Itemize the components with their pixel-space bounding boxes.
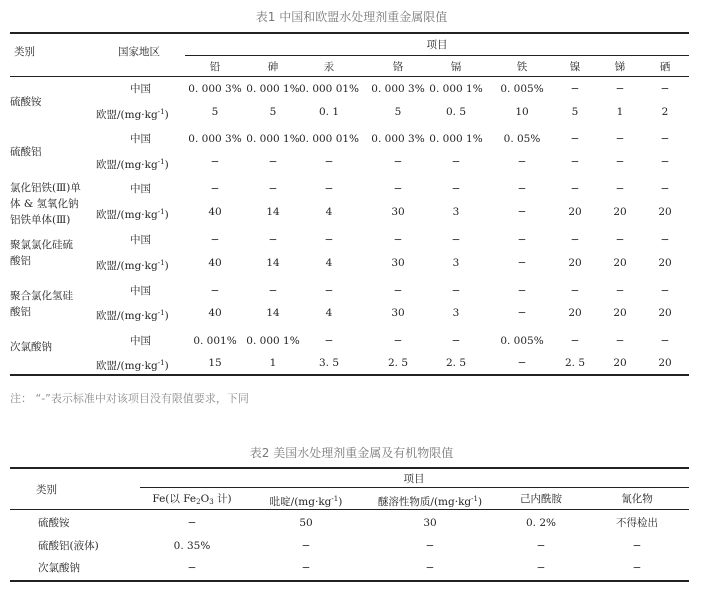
table1-cell-eu: 14 — [266, 307, 280, 319]
table2-header-items: 项目 — [403, 473, 425, 485]
table1-cell-cn: 0. 000 3% — [371, 83, 425, 95]
table1-items-rule — [185, 55, 689, 56]
table2-cell: 50 — [299, 517, 313, 529]
table1-category-name: 氯化铝铁(Ⅲ)单 — [10, 182, 81, 194]
table1-cell-eu: 3 — [452, 307, 460, 319]
table2-col-caprolactam: 己内酰胺 — [520, 493, 562, 505]
table1-category-name: 酸铝 — [10, 255, 31, 267]
table2-cell: − — [425, 562, 435, 574]
table1-cell-cn: − — [615, 285, 625, 297]
table2-col-cyanide: 氰化物 — [621, 493, 653, 505]
table2-cell: − — [632, 540, 642, 552]
table1-cell-cn: − — [324, 335, 334, 347]
table2-cell: 0. 35% — [173, 540, 211, 552]
table1-cell-eu: 0. 5 — [445, 106, 467, 118]
table1-cell-cn: − — [570, 335, 580, 347]
table1-header-items: 项目 — [426, 39, 448, 51]
table1-cell-cn: − — [615, 133, 625, 145]
table1-cell-cn: 0. 000 1% — [246, 133, 300, 145]
table1-category-name: 铝铁单体(Ⅲ) — [10, 214, 71, 226]
table1-cell-cn: − — [268, 234, 278, 246]
table2-cell: − — [632, 562, 642, 574]
table2-cell: − — [536, 540, 546, 552]
table1-cell-eu: − — [517, 156, 527, 168]
table1-cell-cn: − — [324, 234, 334, 246]
table1-region-eu: 欧盟$/(mg\cdot kg^{-1})$ — [96, 359, 169, 372]
table1-cell-eu: 4 — [325, 307, 333, 319]
table1-cell-cn: − — [570, 83, 580, 95]
table1-cell-cn: − — [517, 234, 527, 246]
table1-cell-eu: 4 — [325, 206, 333, 218]
table2-row-name: 次氯酸钠 — [38, 562, 80, 574]
table1-element-header: 锑 — [614, 61, 626, 73]
table1-cell-cn: − — [660, 83, 670, 95]
table1-cell-cn: 0. 000 3% — [188, 83, 242, 95]
table1-cell-cn: − — [570, 183, 580, 195]
table2-cell: − — [536, 562, 546, 574]
table1-cell-cn: − — [615, 234, 625, 246]
table1-region-cn: 中国 — [130, 133, 151, 145]
table1-cell-eu: 20 — [613, 307, 627, 319]
table2-row-name: 硫酸铵 — [38, 517, 70, 529]
table1-cell-cn: 0. 000 1% — [429, 83, 483, 95]
table1-cell-cn: − — [660, 234, 670, 246]
table1-cell-cn: − — [451, 234, 461, 246]
table1-cell-cn: − — [324, 183, 334, 195]
table1-cell-eu: 20 — [658, 357, 672, 369]
table1-element-header: 砷 — [267, 61, 279, 73]
table1-cell-cn: − — [517, 285, 527, 297]
table1-category-name: 体 & 氢氧化钠 — [10, 198, 79, 210]
table1-cell-eu: 2. 5 — [387, 357, 409, 369]
table2-items-rule — [140, 487, 689, 488]
table1-cell-cn: − — [660, 133, 670, 145]
table1-cell-cn: − — [660, 335, 670, 347]
table1-element-header: 镍 — [569, 61, 581, 73]
table1-region-eu: 欧盟$/(mg\cdot kg^{-1})$ — [96, 309, 169, 322]
table1-cell-eu: 5 — [269, 106, 277, 118]
table1-cell-eu: 20 — [658, 257, 672, 269]
table2-cell: − — [425, 540, 435, 552]
table1-cell-eu: − — [517, 357, 527, 369]
table2-col-ether-soluble: 醚溶性物质$/(mg\cdot kg^{-1})$ — [377, 495, 483, 508]
table1-element-header: 铬 — [392, 61, 404, 73]
table1-cell-cn: − — [393, 183, 403, 195]
table1-cell-eu: − — [324, 156, 334, 168]
table1-header-category: 类别 — [14, 46, 35, 58]
table1-cell-eu: 20 — [658, 307, 672, 319]
table1-category-name: 硫酸铝 — [10, 146, 42, 158]
table1-cell-eu: − — [393, 156, 403, 168]
table1-cell-eu: 30 — [391, 206, 405, 218]
table1-cell-eu: − — [615, 156, 625, 168]
table1-cell-cn: − — [615, 83, 625, 95]
table1-element-header: 硒 — [659, 61, 671, 73]
table1-cell-cn: − — [268, 285, 278, 297]
table1-cell-cn: − — [517, 183, 527, 195]
table2-col-pyridine: 吡啶$/(mg\cdot kg^{-1})$ — [269, 495, 343, 508]
table1-cell-eu: − — [517, 257, 527, 269]
table1-cell-cn: 0. 000 01% — [298, 133, 360, 145]
table1-cell-cn: − — [570, 133, 580, 145]
table1-cell-eu: 30 — [391, 257, 405, 269]
table1-region-cn: 中国 — [130, 234, 151, 246]
table1-cell-cn: − — [660, 285, 670, 297]
table1-cell-cn: − — [324, 285, 334, 297]
table1-cell-cn: − — [210, 285, 220, 297]
table2-caption: 表2 美国水处理剂重金属及有机物限值 — [249, 446, 454, 460]
table1-cell-cn: 0. 05% — [503, 133, 541, 145]
table1-cell-cn: − — [570, 285, 580, 297]
table1-cell-eu: − — [660, 156, 670, 168]
table1-caption: 表1 中国和欧盟水处理剂重金属限值 — [255, 10, 448, 24]
table1-cell-eu: − — [210, 156, 220, 168]
table1-cell-eu: 0. 1 — [318, 106, 340, 118]
table1-cell-eu: 3. 5 — [318, 357, 340, 369]
table1-cell-eu: 3 — [452, 257, 460, 269]
table1-region-eu: 欧盟$/(mg\cdot kg^{-1})$ — [96, 259, 169, 272]
table1-cell-eu: 20 — [658, 206, 672, 218]
table2-row-name: 硫酸铝(液体) — [38, 540, 99, 552]
table1-cell-eu: 20 — [613, 357, 627, 369]
table2-cell: − — [187, 517, 197, 529]
table1-cell-eu: 4 — [325, 257, 333, 269]
table1-cell-eu: 20 — [568, 257, 582, 269]
table1-cell-cn: − — [615, 335, 625, 347]
table1-cell-eu: − — [517, 307, 527, 319]
table1-cell-eu: − — [570, 156, 580, 168]
table1-cell-cn: 0. 001% — [193, 335, 237, 347]
table1-cell-cn: − — [393, 335, 403, 347]
table1-element-header: 汞 — [323, 61, 335, 73]
table1-cell-eu: 3 — [452, 206, 460, 218]
table1-cell-cn: 0. 000 3% — [371, 133, 425, 145]
table1-category-name: 硫酸铵 — [10, 96, 42, 108]
table2-cell: − — [187, 562, 197, 574]
table2-bottom-rule — [10, 580, 689, 582]
table1-cell-eu: 20 — [568, 206, 582, 218]
table1-cell-eu: 15 — [208, 357, 222, 369]
table2-header-rule — [10, 509, 689, 510]
table1-cell-eu: 30 — [391, 307, 405, 319]
table1-cell-cn: − — [660, 183, 670, 195]
table1-cell-eu: − — [268, 156, 278, 168]
table1-cell-eu: − — [451, 156, 461, 168]
table1-cell-eu: 14 — [266, 257, 280, 269]
table1-cell-eu: 40 — [208, 257, 222, 269]
table1-cell-eu: 40 — [208, 307, 222, 319]
table2-col-fe: Fe(以 $Fe_2O_3$ 计) — [152, 493, 232, 506]
table1-cell-cn: − — [615, 183, 625, 195]
table1-bottom-rule — [10, 374, 689, 376]
table1-cell-eu: 10 — [515, 106, 529, 118]
table1-element-header: 铅 — [209, 61, 221, 73]
table1-cell-cn: − — [393, 285, 403, 297]
table1-note: 注： “-”表示标准中对该项目没有限值要求，下同 — [10, 392, 249, 405]
table1-cell-eu: 1 — [616, 106, 624, 118]
table1-top-rule — [10, 32, 689, 34]
table1-cell-eu: 5 — [211, 106, 219, 118]
table1-cell-eu: 2. 5 — [564, 357, 586, 369]
table1-cell-eu: − — [517, 206, 527, 218]
table1-cell-eu: 20 — [613, 206, 627, 218]
table2-cell: 30 — [423, 517, 437, 529]
table1-region-cn: 中国 — [130, 183, 151, 195]
table1-element-header: 镉 — [450, 61, 462, 73]
table1-cell-eu: 5 — [571, 106, 579, 118]
table1-cell-cn: − — [570, 234, 580, 246]
table2-cell: 不得检出 — [616, 517, 658, 529]
table2-cell: − — [301, 540, 311, 552]
table1-header-region: 国家地区 — [118, 46, 160, 58]
table2-cell: − — [301, 562, 311, 574]
table1-element-header: 铁 — [516, 61, 528, 73]
table1-cell-cn: − — [451, 183, 461, 195]
table1-cell-cn: − — [451, 285, 461, 297]
table1-cell-eu: 5 — [394, 106, 402, 118]
table1-category-name: 聚氯氯化硅硫 — [10, 239, 73, 251]
table1-cell-cn: − — [451, 335, 461, 347]
table1-cell-cn: − — [268, 183, 278, 195]
table1-cell-cn: − — [210, 234, 220, 246]
table1-cell-eu: 20 — [568, 307, 582, 319]
table1-cell-eu: 2. 5 — [445, 357, 467, 369]
table1-cell-cn: 0. 000 1% — [429, 133, 483, 145]
table1-cell-cn: − — [393, 234, 403, 246]
table1-cell-cn: 0. 005% — [500, 83, 544, 95]
table1-category-name: 酸铝 — [10, 306, 31, 318]
table1-cell-eu: 14 — [266, 206, 280, 218]
table1-cell-cn: 0. 000 01% — [298, 83, 360, 95]
table1-cell-eu: 2 — [661, 106, 669, 118]
table1-category-name: 聚合氯化氢硅 — [10, 290, 73, 302]
table2-header-category: 类别 — [36, 484, 57, 496]
table1-region-cn: 中国 — [130, 285, 151, 297]
table1-cell-cn: 0. 000 1% — [246, 83, 300, 95]
table1-region-eu: 欧盟$/(mg\cdot kg^{-1})$ — [96, 158, 169, 171]
table1-cell-eu: 1 — [269, 357, 277, 369]
table1-cell-cn: 0. 005% — [500, 335, 544, 347]
table2-top-rule — [10, 467, 689, 469]
table1-header-rule — [10, 76, 689, 77]
table2-cell: 0. 2% — [525, 517, 557, 529]
table1-region-cn: 中国 — [130, 335, 151, 347]
table1-region-eu: 欧盟$/(mg\cdot kg^{-1})$ — [96, 108, 169, 121]
table1-cell-cn: 0. 000 1% — [246, 335, 300, 347]
table1-region-cn: 中国 — [130, 83, 151, 95]
table1-category-name: 次氯酸钠 — [10, 341, 52, 353]
table1-region-eu: 欧盟$/(mg\cdot kg^{-1})$ — [96, 208, 169, 221]
table1-cell-cn: 0. 000 3% — [188, 133, 242, 145]
table1-cell-eu: 20 — [613, 257, 627, 269]
table1-cell-cn: − — [210, 183, 220, 195]
table1-cell-eu: 40 — [208, 206, 222, 218]
